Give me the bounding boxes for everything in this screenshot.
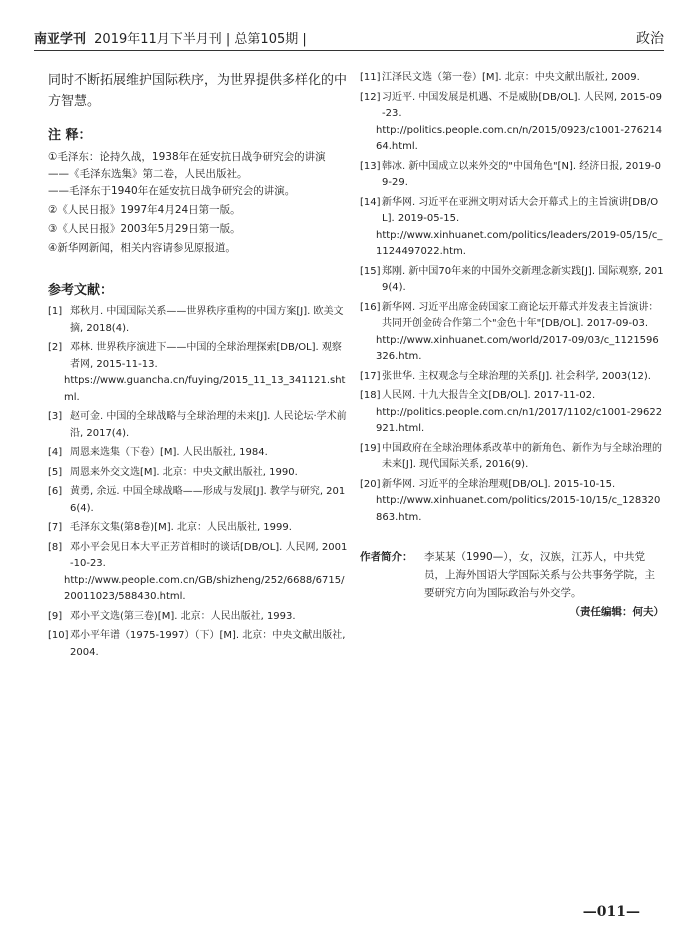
reference-text: 周恩来外交文选[M]. 北京：中央文献出版社, 1990. (70, 466, 298, 478)
reference-item (48, 340, 348, 406)
note-subtext: ——《毛泽东选集》第二卷，人民出版社。 (48, 168, 248, 180)
note-text: ④新华网新闻，相关内容请参见原报道。 (48, 242, 236, 254)
reference-number: [11] (360, 72, 381, 83)
notes-title: 注 释： (48, 128, 92, 143)
reference-text: 习近平. 中国发展是机遇、不是威胁[DB/OL]. 人民网, 2015-09-23. (382, 91, 663, 119)
reference-item (48, 628, 348, 661)
reference-item (360, 441, 664, 474)
author-bio-text: 李某某（1990—），女，汉族，江苏人，中共党员，上海外国语大学国际关系与公共事务学院，主要研究方向为国际政治与外交学。 (424, 551, 655, 599)
reference-url: http://www.xinhuanet.com/politics/2015-10/15/c_128320863.htm. (376, 495, 661, 523)
reference-number: [4] (48, 447, 63, 458)
reference-url: http://www.xinhuanet.com/world/2017-09/03/c_1121596326.htm. (376, 334, 659, 362)
reference-number: [19] (360, 442, 381, 454)
reference-number: [14] (360, 196, 381, 208)
right-column (360, 70, 664, 619)
page-number: —011— (582, 904, 640, 920)
reference-item (48, 445, 348, 462)
reference-text: 新华网. 习近平的全球治理观[DB/OL]. 2015-10-15. (382, 478, 616, 490)
reference-text: 赵可金. 中国的全球战略与全球治理的未来[J]. 人民论坛·学术前沿, 2017(4). (70, 411, 347, 439)
reference-text: 新华网. 习近平在亚洲文明对话大会开幕式上的主旨演讲[DB/OL]. 2019-05-15. (382, 196, 659, 224)
note-item (48, 149, 348, 200)
reference-text: 韩冰. 新中国成立以来外交的"中国角色"[N]. 经济日报, 2019-09-29. (382, 160, 661, 188)
reference-number: [18] (360, 390, 381, 401)
reference-url: http://www.xinhuanet.com/politics/leaders/2019-05/15/c_1124497022.htm. (376, 229, 663, 257)
section-label: 政治 (636, 31, 664, 47)
reference-text: 江泽民文选（第一卷）[M]. 北京：中央文献出版社, 2009. (382, 72, 640, 83)
reference-text: 毛泽东文集(第8卷)[M]. 北京：人民出版社, 1999. (70, 522, 292, 533)
reference-number: [12] (360, 91, 381, 103)
reference-number: [10] (48, 630, 69, 641)
reference-number: [20] (360, 478, 381, 490)
reference-text: 中国政府在全球治理体系改革中的新角色、新作为与全球治理的未来[J]. 现代国际关系, 2016(9). (382, 442, 662, 470)
notes-list (48, 149, 348, 257)
reference-text: 邓林. 世界秩序演进下——中国的全球治理探索[DB/OL]. 观察者网, 2015-11-13. (70, 342, 342, 370)
reference-item (360, 388, 664, 438)
reference-list (48, 304, 348, 661)
reference-item (48, 520, 348, 537)
reference-number: [1] (48, 306, 63, 317)
reference-text: 新华网. 习近平出席金砖国家工商论坛开幕式并发表主旨演讲：共同开创金砖合作第二个"金色十年"[DB/OL]. 2017-09-03. (382, 301, 659, 329)
reference-text: 郑秋月. 中国国际关系——世界秩序重构的中国方案[J]. 欧美文摘, 2018(4). (70, 306, 344, 334)
issue-info: 2019年11月下半月刊 | 总第105期 | (94, 32, 307, 47)
reference-item (48, 540, 348, 606)
reference-number: [2] (48, 342, 63, 353)
note-text: ①毛泽东：论持久战，1938年在延安抗日战争研究会的讲演 (48, 151, 326, 163)
reference-url: http://politics.people.com.cn/n/2015/0923/c1001-27621464.html. (376, 124, 663, 152)
note-item (48, 202, 348, 219)
reference-url: https://www.guancha.cn/fuying/2015_11_13_341121.shtml. (64, 375, 346, 403)
reference-text: 人民网. 十九大报告全文[DB/OL]. 2017-11-02. (382, 390, 596, 401)
reference-text: 张世华. 主权观念与全球治理的关系[J]. 社会科学, 2003(12). (382, 370, 651, 382)
reference-url: http://www.people.com.cn/GB/shizheng/252/6688/6715/20011023/588430.html. (64, 574, 345, 602)
reference-item (48, 304, 348, 337)
author-bio (360, 548, 664, 602)
reference-item (360, 90, 664, 156)
author-bio-label: 作者简介： (360, 551, 413, 563)
reference-item (48, 465, 348, 482)
reference-item (360, 195, 664, 261)
reference-item (48, 409, 348, 442)
reference-item (360, 369, 664, 386)
reference-number: [9] (48, 610, 63, 622)
note-text: ③《人民日报》2003年5月29日第一版。 (48, 223, 241, 235)
reference-number: [6] (48, 486, 63, 497)
reference-text: 郑刚. 新中国70年来的中国外交新理念新实践[J]. 国际观察, 2019(4). (382, 265, 664, 293)
header-rule (34, 50, 664, 51)
reference-number: [16] (360, 301, 381, 313)
running-header (34, 28, 307, 47)
reference-list-continued (360, 70, 664, 526)
note-subtext: ——毛泽东于1940年在延安抗日战争研究会的讲演。 (48, 185, 296, 197)
reference-number: [15] (360, 265, 381, 277)
left-column (48, 70, 348, 664)
reference-item (360, 477, 664, 527)
note-text: ②《人民日报》1997年4月24日第一版。 (48, 204, 241, 216)
reference-number: [3] (48, 411, 63, 422)
reference-item (360, 300, 664, 366)
reference-number: [8] (48, 541, 63, 553)
reference-item (360, 264, 664, 297)
reference-item (48, 484, 348, 517)
lead-paragraph: 同时不断拓展维护国际秩序，为世界提供多样化的中方智慧。 (48, 73, 348, 109)
reference-text: 邓小平会见日本大平正芳首相时的谈话[DB/OL]. 人民网, 2001-10-23. (70, 541, 348, 569)
reference-item (360, 159, 664, 192)
reference-text: 邓小平文选(第三卷)[M]. 北京：人民出版社, 1993. (70, 610, 296, 622)
reference-text: 黄勇, 余远. 中国全球战略——形成与发展[J]. 教学与研究, 2016(4). (70, 486, 346, 514)
note-item (48, 221, 348, 238)
reference-number: [17] (360, 370, 381, 382)
note-item (48, 240, 348, 257)
journal-name: 南亚学刊 (34, 32, 87, 47)
reference-url: http://politics.people.com.cn/n1/2017/1102/c1001-29622921.html. (376, 406, 663, 434)
reference-item (360, 70, 664, 87)
reference-item (48, 609, 348, 626)
reference-text: 邓小平年谱（1975-1997）（下）[M]. 北京：中央文献出版社, 2004. (70, 630, 346, 658)
reference-number: [13] (360, 160, 381, 172)
references-title: 参考文献： (48, 283, 114, 298)
reference-number: [5] (48, 466, 63, 478)
reference-text: 周恩来选集（下卷）[M]. 人民出版社, 1984. (70, 447, 268, 458)
responsible-editor: （责任编辑：何夫） (569, 606, 664, 618)
reference-number: [7] (48, 522, 63, 533)
